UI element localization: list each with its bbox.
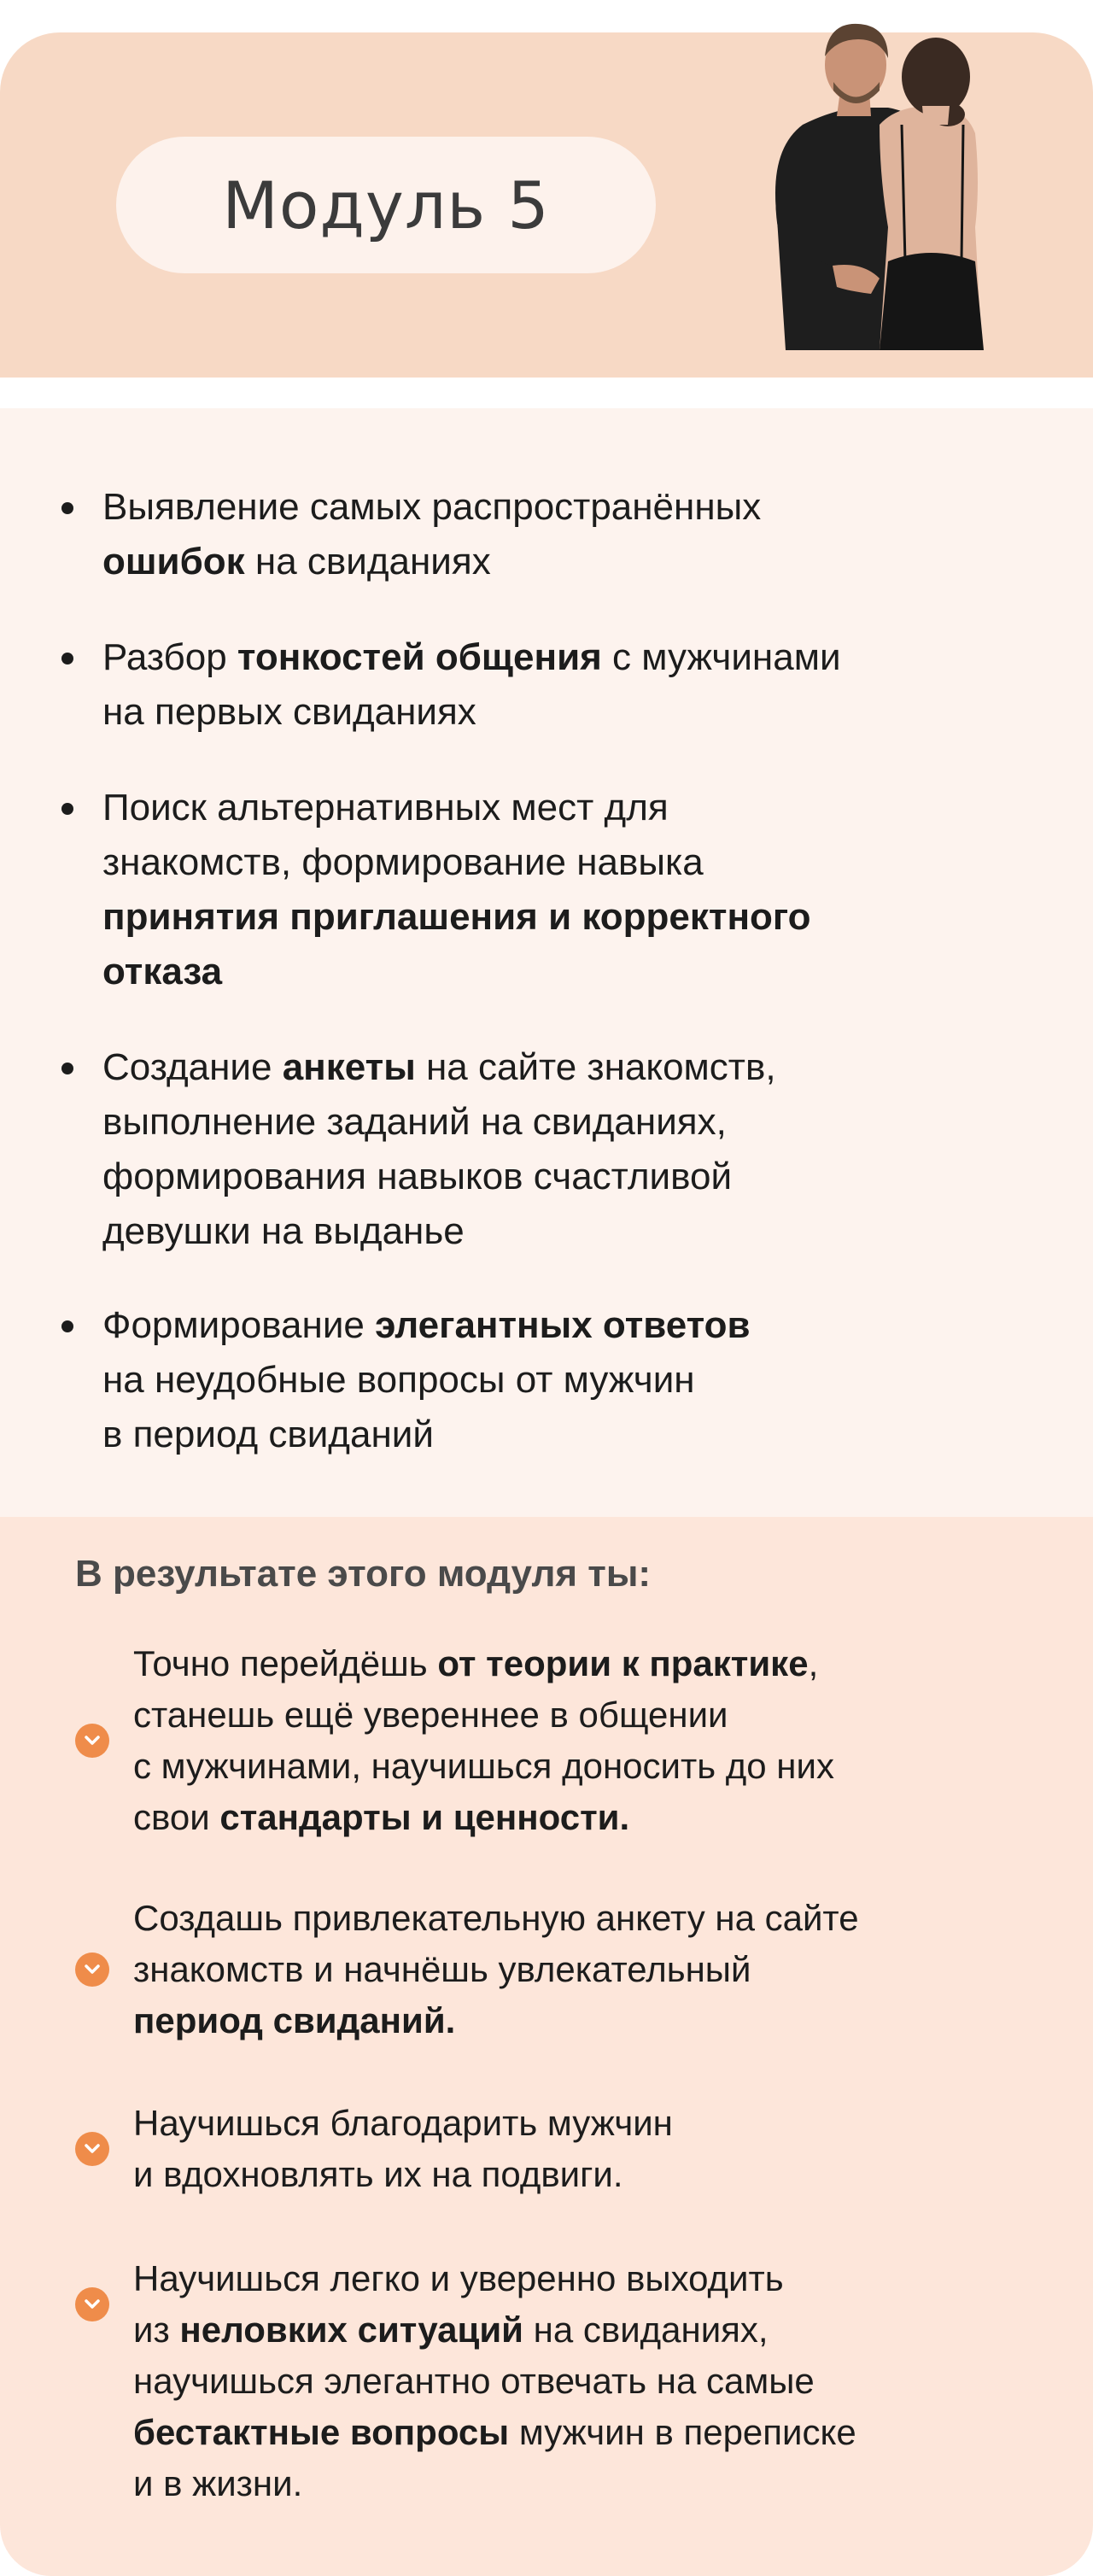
- couple-photo: [751, 5, 1025, 350]
- text-line: [133, 1741, 1030, 1792]
- text-line: [133, 2458, 1030, 2509]
- text-line: [102, 890, 1033, 945]
- text-run: в период свиданий: [102, 1414, 434, 1455]
- text-line: [102, 1204, 1033, 1259]
- bold-text-run: от теории к практике: [437, 1643, 809, 1683]
- text-line: [133, 2304, 1030, 2356]
- text-run: на свиданиях,: [523, 2310, 769, 2350]
- text-run: формирования навыков счастливой: [102, 1156, 733, 1197]
- text-run: из: [133, 2310, 180, 2350]
- text-run: с мужчинами: [601, 636, 841, 678]
- bold-text-run: принятия приглашения и корректного: [102, 896, 811, 938]
- bullet-dot-icon: [61, 653, 73, 664]
- chevron-down-circle-icon: [75, 1952, 109, 1987]
- text-run: станешь ещё увереннее в общении: [133, 1695, 728, 1735]
- chevron-down-circle-icon: [75, 2287, 109, 2321]
- text-line: [102, 1150, 1033, 1204]
- text-run: на неудобные вопросы от мужчин: [102, 1359, 695, 1401]
- woman-head: [902, 38, 970, 116]
- bold-text-run: ошибок: [102, 541, 245, 583]
- text-run: Разбор: [102, 636, 237, 678]
- bullet-dot-icon: [61, 502, 73, 514]
- bullet-dot-icon: [61, 1320, 73, 1332]
- text-run: знакомств и начнёшь увлекательный: [133, 1949, 751, 1989]
- text-run: Создашь привлекательную анкету на сайте: [133, 1898, 859, 1938]
- text-run: мужчин в переписке: [509, 2412, 856, 2452]
- text-run: Научишься благодарить мужчин: [133, 2103, 673, 2143]
- section-gap: [0, 378, 1093, 408]
- bold-text-run: элегантных ответов: [375, 1304, 751, 1346]
- module-topics: [0, 408, 1093, 1517]
- text-run: Поиск альтернативных мест для: [102, 787, 669, 828]
- text-run: Создание: [102, 1046, 283, 1088]
- text-line: [133, 1689, 1030, 1741]
- text-run: Точно перейдёшь: [133, 1643, 438, 1683]
- topic-text: [102, 480, 1033, 589]
- bullet-dot-icon: [61, 803, 73, 815]
- bold-text-run: отказа: [102, 951, 223, 992]
- text-line: [102, 630, 1033, 685]
- text-line: [102, 1040, 1033, 1095]
- text-run: знакомств, формирование навыка: [102, 841, 704, 883]
- module-header: [0, 32, 1093, 378]
- text-line: [102, 1095, 1033, 1150]
- text-run: выполнение заданий на свиданиях,: [102, 1101, 727, 1143]
- text-line: [102, 1353, 1033, 1408]
- text-run: девушки на выданье: [102, 1210, 465, 1252]
- text-line: [133, 1638, 1030, 1689]
- text-run: на сайте знакомств,: [415, 1046, 776, 1088]
- result-text: [133, 2253, 1030, 2509]
- topic-text: [102, 781, 1033, 999]
- module-title: Модуль 5: [222, 167, 550, 243]
- text-line: [133, 2253, 1030, 2304]
- text-line: [102, 1408, 1033, 1462]
- topic-text: [102, 630, 1033, 740]
- topic-text: [102, 1298, 1033, 1462]
- bullet-dot-icon: [61, 1063, 73, 1074]
- module-results: [0, 1517, 1093, 2576]
- text-run: научишься элегантно отвечать на самые: [133, 2361, 815, 2401]
- text-line: [102, 945, 1033, 999]
- bold-text-run: тонкостей общения: [237, 636, 602, 678]
- module-title-pill: [116, 137, 656, 273]
- bold-text-run: бестактные вопросы: [133, 2412, 510, 2452]
- text-line: [102, 1298, 1033, 1353]
- chevron-down-circle-icon: [75, 2132, 109, 2166]
- result-text: [133, 1638, 1030, 1843]
- text-line: [133, 1893, 1030, 1944]
- topic-text: [102, 1040, 1033, 1259]
- text-run: Формирование: [102, 1304, 376, 1346]
- chevron-down-circle-icon: [75, 1724, 109, 1758]
- text-run: и в жизни.: [133, 2463, 303, 2503]
- text-line: [102, 480, 1033, 535]
- text-run: свои: [133, 1797, 220, 1837]
- bold-text-run: стандарты и ценности.: [219, 1797, 630, 1837]
- bold-text-run: неловких ситуаций: [179, 2310, 523, 2350]
- text-run: и вдохновлять их на подвиги.: [133, 2154, 623, 2194]
- text-line: [102, 781, 1033, 835]
- result-text: [133, 2098, 1030, 2200]
- text-run: на свиданиях: [244, 541, 491, 583]
- text-run: Научишься легко и уверенно выходить: [133, 2258, 784, 2298]
- text-run: ,: [808, 1643, 819, 1683]
- text-line: [133, 1792, 1030, 1843]
- text-run: Выявление самых распространённых: [102, 486, 762, 528]
- text-run: на первых свиданиях: [102, 691, 476, 733]
- text-line: [133, 2149, 1030, 2200]
- bold-text-run: анкеты: [282, 1046, 416, 1088]
- text-line: [133, 2356, 1030, 2407]
- text-run: с мужчинами, научишься доносить до них: [133, 1746, 834, 1786]
- bold-text-run: период свиданий.: [133, 2000, 456, 2040]
- text-line: [133, 2407, 1030, 2458]
- text-line: [102, 685, 1033, 740]
- result-text: [133, 1893, 1030, 2046]
- results-heading: В результате этого модуля ты:: [75, 1553, 652, 1595]
- text-line: [133, 1995, 1030, 2046]
- text-line: [133, 1944, 1030, 1995]
- text-line: [133, 2098, 1030, 2149]
- text-line: [102, 535, 1033, 589]
- text-line: [102, 835, 1033, 890]
